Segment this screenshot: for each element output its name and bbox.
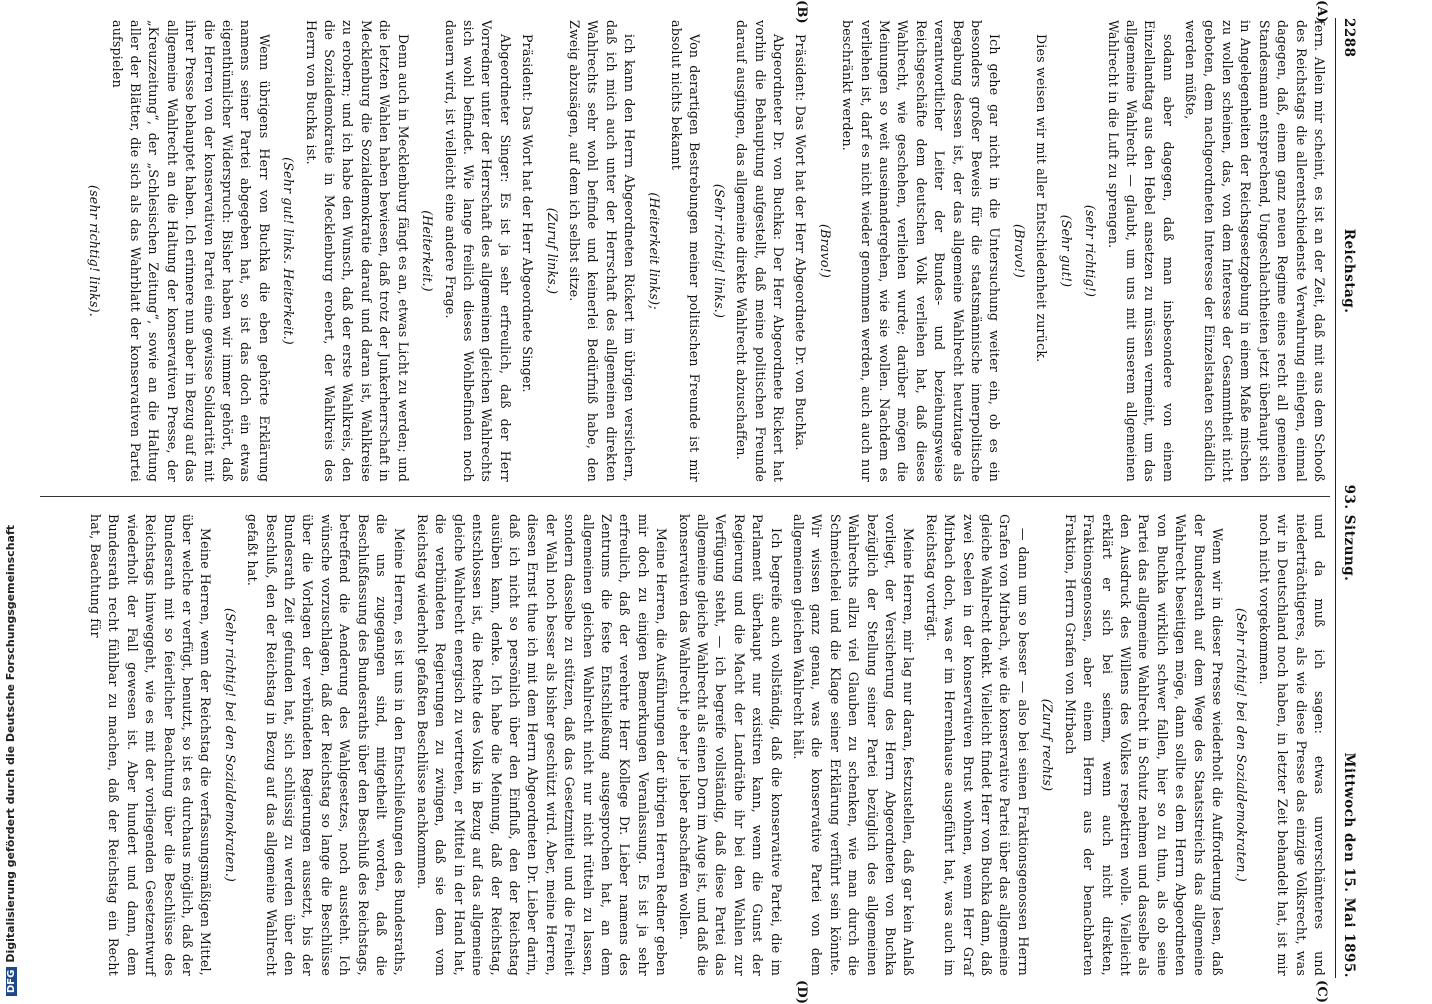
margin-marker-a: (A) xyxy=(1314,0,1329,23)
column-divider xyxy=(40,496,1330,497)
interjection: (Zuruf rechts) xyxy=(1040,698,1056,792)
paragraph: Dies weisen wir mit aller Entschiedenheit zurück. xyxy=(1034,34,1050,363)
speaker-paragraph: Präsident: Das Wort hat der Herr Abgeordnete Dr. von Buchka. xyxy=(793,34,809,451)
left-column xyxy=(79,20,1328,482)
speaker-paragraph: Präsident: Das Wort hat der Herr Abgeordnete Singer. xyxy=(520,34,536,393)
interjection: (sehr richtig! links). xyxy=(87,185,103,317)
digitization-credit-text: Digitalisierung gefördert durch die Deutsche Forschungsgemeinschaft xyxy=(4,524,17,963)
interjection: (Bravo!) xyxy=(817,224,833,278)
paragraph: Ich begreife auch vollständig, daß die konservative Partei, die im Parlament überhaupt nur existiren kann, wenn die Gunst der Regierung und die Macht der Landräthe ihr bei den Wahlen zur Verfügung steht, — ich begreife vollständig, daß diese Partei das allgemeine gleiche Wahlrecht als einen Dorn im Auge ist, und daß die konservativen das Wahlrecht je eher je lieber abschaffen wollen. xyxy=(676,514,784,976)
interjection: (Zuruf links.) xyxy=(544,207,560,295)
speaker-paragraph: Abgeordneter Dr. von Buchka: Der Herr Abgeordnete Rickert hat vorhin die Behauptung aufgestellt, daß meine politischen Freunde darauf ausgingen, das allgemeine direkte Wahlrecht abzuschaffen. xyxy=(734,20,787,482)
header-session: 93. Sitzung. xyxy=(1341,484,1358,582)
paragraph: sodann aber dagegen, daß man insbesondere von einem Einzellandtag aus den Hebel ansetzen zu müssen vermeint, um das allgemeine Wahlrecht — glaubt, um uns mit unserem allgemeinen Wahlrecht in die Luft zu sprengen. xyxy=(1105,20,1176,482)
paragraph: fern. Allein mir scheint, es ist an der Zeit, daß mit aus dem Schooß des Reichstags die allerentschiedenste Verwahrung einlegen, einmal dagegen, daß, einem ganz neuen Regime eines recht all gemeinen Standesmann entsprechend, Ungeschlachtheiten jetzt überhaupt sich in Angelegenheiten der Reichsgesetzgebung in einem Maße mischen zu wollen scheinen, das, von dem Interesse der Gesammtheit nicht geboten, dem nachgeordneten Interesse der Einzelstaaten schädlich werden müßte, xyxy=(1183,20,1327,482)
paragraph: — dann um so besser — also bei seinen Fraktionsgenossen Herrn Grafen von Mirbach, wie die konservative Partei über das allgemeine gleiche Wahlrecht denkt. Vielleicht findet Herr von Buchka dann, daß zwei Seelen in der konservativen Brust wohnen, wenn Herr Graf Mirbach doch, was er im Herrenhause ausgeführt hat, was auch im Reichstag vorträgt. xyxy=(923,514,1031,976)
dfg-logo: DFG xyxy=(6,967,17,996)
header-rule xyxy=(1335,18,1336,978)
interjection: (Bravo!) xyxy=(1011,224,1027,278)
interjection: (Sehr richtig! bei den Sozialdemokraten.) xyxy=(1234,607,1250,883)
paragraph: ich kann den Herrn Abgeordneten Rickert im übrigen versichern, daß ich mich auch unter der Herrschaft des allgemeinen direkten Wahlrechts sehr wohl befinde und keinerlei Bedürfniß habe, den Zweig abzusägen, auf dem ich selbst sitze. xyxy=(566,20,638,482)
paragraph: Meine Herren, wenn der Reichstag die verfassungsmäßigen Mittel, über welche er verfügt, benutzt, so ist es durchaus möglich, daß der Bundesrath mit so feierlicher Beachtung über die Beschlüsse des Reichstags hinweggeht, wie es mit der vorliegenden Gesetzentwurf wiederholt der Fall gewesen ist. Aber hundert und dann, dem Bundesrath recht fühlbar zu machen, daß der Reichstag ein Recht hat, Beachtung für xyxy=(88,514,214,976)
paragraph: Meine Herren, mir lag nur daran, festzustellen, daß gar kein Anlaß vorliegt, der Versicherung des Herrn Abgeordneten von Buchka bezüglich der Stellung seiner Partei bezüglich des allgemeinen Wahlrechts allzu viel Glauben zu schenken, wie man durch die Schmeichelei und die Klage seiner Erklärung verführt sein könnte. Wir wissen ganz genau, was die konservative Partei von dem allgemeinen gleichen Wahlrecht hält. xyxy=(791,514,917,976)
speaker-paragraph: Abgeordneter Singer: Es ist ja sehr erfreulich, daß der Herr Vorredner unter der Herrschaft des allgemeinen gleichen Wahlrechts sich wohl befindet. Wie lange freilich dieses Wohlbefinden noch dauern wird, ist vielleicht eine andere Frage. xyxy=(442,20,513,482)
interjection: (Sehr gut! links. Heiterkeit.) xyxy=(281,157,297,345)
paragraph: Wenn wir in dieser Presse wiederholt die Aufforderung lesen, daß der Bundesrath auf dem Wege des Staatsstreichs das allgemeine Wahlrecht beseitigen möge, dann sollte es dem Herrn Abgeordneten von Buchka wirklich schwer fallen, hier so zu thun, als ob seine Partei das allgemeine Wahlrecht in Schutz nehmen und dasselbe als den Ausdruck des Willens des Volkes respektiren wolle. Vielleicht erklärt er sich bei seinem, wenn auch nicht direkten, Fraktionsgenossen, aber einem Herrn aus der benachbarten Fraktion, Herrn Grafen von Mirbach xyxy=(1062,514,1225,976)
header-date: Mittwoch den 15. Mai 1895. xyxy=(1341,752,1358,978)
page-header xyxy=(1338,18,1360,978)
interjection: (Heiterkeit.) xyxy=(420,210,436,292)
margin-marker-b: (B) xyxy=(794,0,809,24)
page-number: 2288 xyxy=(1341,18,1358,58)
interjection: (Sehr richtig! bei den Sozialdemokraten.) xyxy=(222,607,238,883)
interjection: (sehr richtig!) xyxy=(1083,204,1099,298)
digitization-credit xyxy=(4,525,17,996)
digitization-credit-strip xyxy=(0,0,22,1000)
paragraph: Wenn übrigens Herr von Buchka die eben gehörte Erklärung namens seiner Partei abgegeben hat, so ist das doch ein etwas eigenthümlicher Widerspruch: Bisher haben wir immer gehört, daß die Herren von der konservativen Partei eine gewisse Solidarität mit ihrer Presse behauptet haben. Ich erinnere nun aber in Bezug auf das allgemeine Wahlrecht an die Haltung der konservativen Presse, der „Kreuzzeitung“, der „Schlesischen Zeitung“, sowie an die Haltung aller der Blätter, die sich als das Wahrblatt der konservativen Partei aufspielen xyxy=(109,20,272,482)
paragraph: Von derartigen Bestrebungen meiner politischen Freunde ist mir absolut nichts bekannt xyxy=(669,20,703,482)
paragraph: Denn auch in Mecklenburg fängt es an, etwas Licht zu werden; und die letzten Wahlen haben bewiesen, daß trotz der Junkerherrschaft in Mecklenburg die Sozialdemokratie darauf und daran ist, Wahlkreise zu erobern; und ich habe den Wunsch, daß der erste Wahlkreis, den die Sozialdemokratie in Mecklenburg erobert, der Wahlkreis des Herrn von Buchka ist. xyxy=(303,20,411,482)
paragraph: Meine Herren, die Ausführungen der übrigen Herren Redner geben mir doch zu einigen Bemerkungen Veranlassung. Es ist ja sehr erfreulich, daß der verehrte Herr Kollege Dr. Lieber namens des Zentrums die feste Entschließung ausgesprochen hat, an dem allgemeinen gleichen Wahlrecht nicht nur nicht rütteln zu lassen, sondern dasselbe zu stützen, daß das Gesetzmittel und die Freiheit der Wahl noch besser als bisher geschützt wird. Aber, meine Herren, diesen Ernst thue ich mit dem Herrn Abgeordneten Dr. Lieber darin, daß ich nicht so persönlich über den Einfluß, den der Reichstag ausüben kann, denke. Ich habe die Meinung, daß der Reichstag, entschlossen ist, die Rechte des Volks in Bezug auf das allgemeine gleiche Wahlrecht energisch zu vertreten, er Mittel in der Hand hat, die verbündeten Regierungen zu zwingen, daß sie dem vom Reichstag wiederholt gefaßten Beschlüsse nachkommen. xyxy=(414,514,670,976)
paragraph: Ich gehe gar nicht in die Untersuchung weiter ein, ob es ein besonders großer Beweis für die staatsmännische innerpolitische Begabung dessen ist, der das allgemeine Wahlrecht heutzutage als verantwortlicher Leiter der Bundes- und beziehungsweise Reichsgeschäfte dem deutschen Volk verliehen hat, daß dieses Wahlrecht, wie geschehen, verliehen wurde; darüber mögen die Meinungen so weit auseinandergehen, wie sie wollen. Nachdem es verliehen ist, darf es nicht wieder genommen werden, auch auch nur beschränkt werden. xyxy=(840,20,1003,482)
interjection: (Heiterkeit links); xyxy=(646,192,662,310)
header-institution: Reichstag. xyxy=(1341,228,1358,314)
interjection: (Sehr richtig! links.) xyxy=(711,183,727,319)
interjection: (Sehr gut!) xyxy=(1058,214,1074,288)
paragraph: und da muß ich sagen: etwas unverschämteres und niederträchtigeres, als wie diese Presse das einzige Volksrecht, was wir in Deutschland noch haben, in letzter Zeit behandelt hat, ist mir noch nicht vorgekommen. xyxy=(1256,514,1327,976)
paragraph: Meine Herren, es ist uns in den Entschließungen des Bundesraths, die uns zugegangen sind, mitgetheilt worden, daß die Beschlußfassung des Bundesraths über den Beschluß des Reichstags, betreffend die Aenderung des Wahlgesetzes, noch aussteht. Ich wünsche vorzuschlagen, daß der Reichstag so lange die Beschlüsse über die Vorlagen der verbündeten Regierungen aussetzt, bis der Bundesrath Zeit gefunden hat, sich schlüssig zu werden über den Beschluß, den der Reichstag in Bezug auf das allgemeine Wahlrecht gefaßt hat. xyxy=(245,514,408,976)
right-column xyxy=(82,514,1328,976)
rotated-document-page xyxy=(40,0,1370,1004)
margin-marker-d: (D) xyxy=(794,980,809,1004)
margin-marker-c: (C) xyxy=(1314,980,1329,1004)
